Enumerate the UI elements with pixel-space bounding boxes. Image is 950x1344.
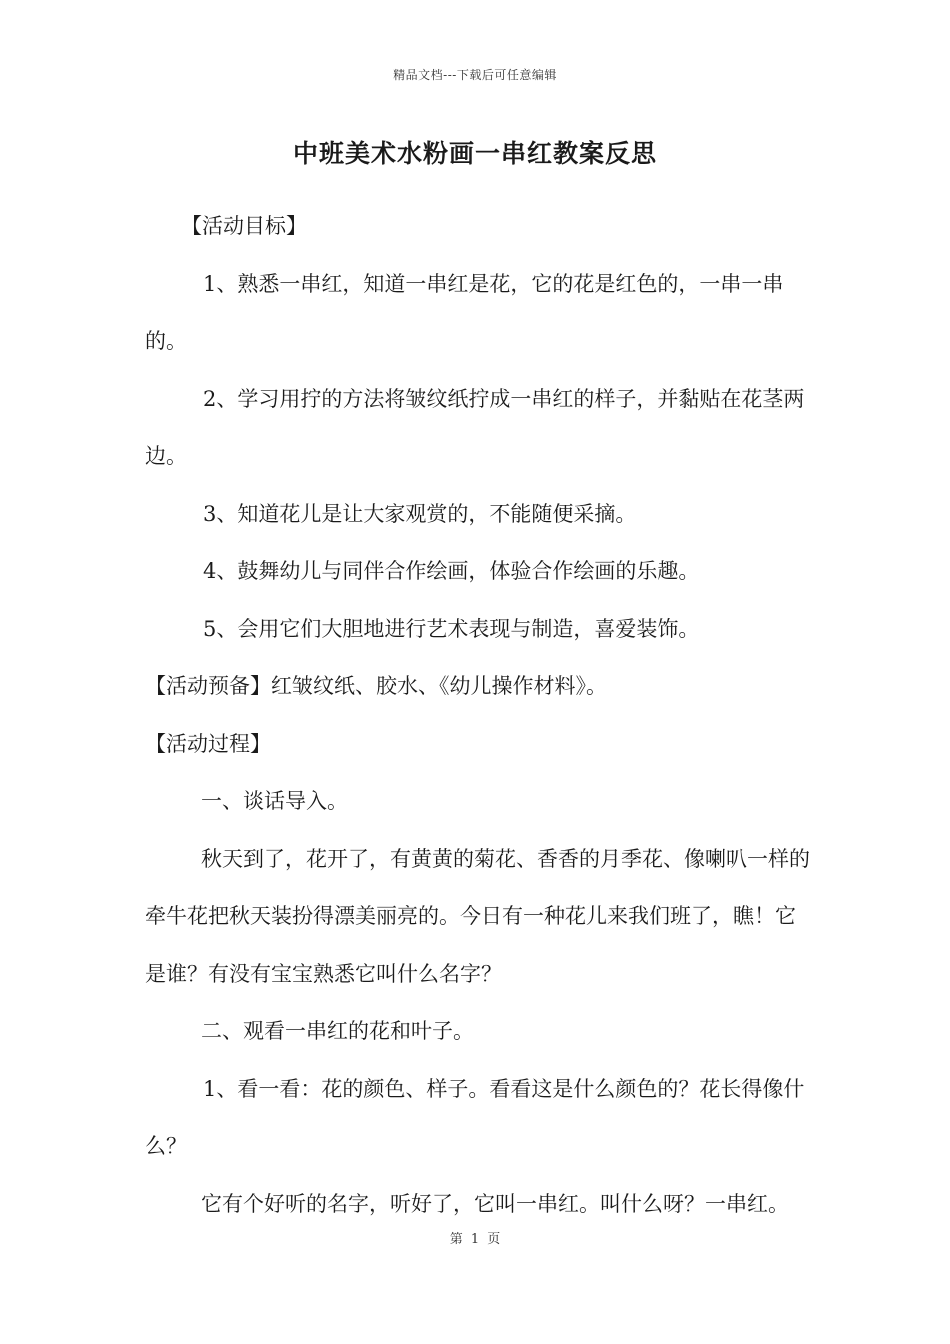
document-body [145,198,810,1233]
process-step-2-heading: 二、观看一串红的花和叶子。 [201,1019,474,1043]
document-title: 中班美术水粉画一串红教案反思 [292,139,657,168]
goal-item-2: 2、学习用拧的方法将皱纹纸拧成一串红的样子，并黏贴在花茎两边。 [145,386,805,468]
goal-item-1: 1、熟悉一串红，知道一串红是花，它的花是红色的，一串一串的。 [145,271,784,353]
section-heading-goals: 【活动目标】 [181,214,307,238]
process-step-1-text: 秋天到了，花开了，有黄黄的菊花、香香的月季花、像喇叭一样的牵牛花把秋天装扮得漂美丽亮的。今日有一种花儿来我们班了，瞧！它是谁？有没有宝宝熟悉它叫什么名字？ [145,846,810,986]
goal-item-3: 3、知道花儿是让大家观赏的，不能随便采摘。 [203,501,637,526]
goal-item-4: 4、鼓舞幼儿与同伴合作绘画，体验合作绘画的乐趣。 [203,559,700,583]
page-number: 第 1 页 [449,1232,501,1247]
process-step-1-heading: 一、谈话导入。 [201,789,348,813]
page-header: 精品文档---下载后可任意编辑 [393,68,557,82]
section-heading-process: 【活动过程】 [145,731,271,756]
process-step-2-text: 它有个好听的名字，听好了，它叫一串红。叫什么呀？一串红。 [201,1191,789,1216]
goal-item-5: 5、会用它们大胆地进行艺术表现与制造，喜爱装饰。 [203,616,700,641]
process-step-2-item-1: 1、看一看：花的颜色、样子。看看这是什么颜色的？花长得像什么？ [145,1076,805,1158]
section-preparation: 【活动预备】红皱纹纸、胶水、《幼儿操作材料》。 [145,674,607,698]
